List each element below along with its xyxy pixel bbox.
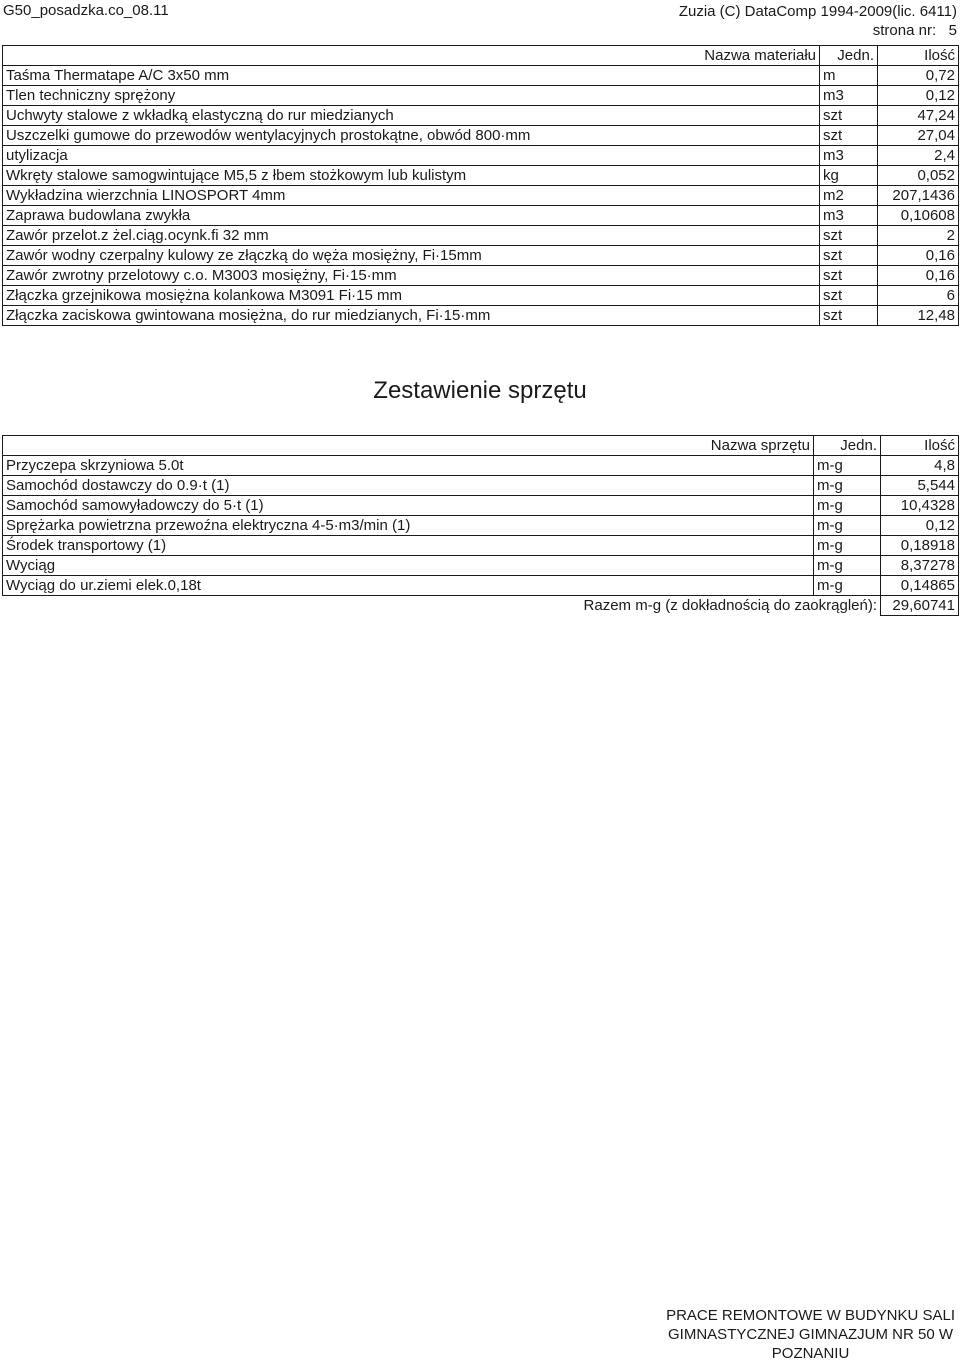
equipment-row bbox=[3, 476, 959, 496]
equipment-row bbox=[3, 456, 959, 476]
page-label: strona nr: bbox=[872, 22, 937, 39]
materials-row bbox=[3, 146, 959, 166]
equipment-name-cell: Środek transportowy (1) bbox=[3, 536, 814, 556]
materials-row bbox=[3, 126, 959, 146]
materials-row bbox=[3, 186, 959, 206]
materials-name-cell: Tlen techniczny sprężony bbox=[3, 86, 820, 106]
materials-unit-cell: szt bbox=[820, 306, 878, 326]
materials-name-cell: Uchwyty stalowe z wkładką elastyczną do rur miedzianych bbox=[3, 106, 820, 126]
materials-name-cell: Zawór wodny czerpalny kulowy ze złączką do węża mosiężny, Fi·15mm bbox=[3, 246, 820, 266]
equipment-qty-cell: 4,8 bbox=[881, 456, 959, 476]
materials-qty-cell: 207,1436 bbox=[878, 186, 959, 206]
materials-row bbox=[3, 266, 959, 286]
section-title: Zestawienie sprzętu bbox=[373, 377, 587, 404]
materials-name-cell: Wkręty stalowe samogwintujące M5,5 z łbem stożkowym lub kulistym bbox=[3, 166, 820, 186]
equipment-qty-cell: 10,4328 bbox=[881, 496, 959, 516]
materials-unit-cell: szt bbox=[820, 226, 878, 246]
footer-project-name bbox=[666, 1306, 955, 1363]
materials-qty-cell: 0,10608 bbox=[878, 206, 959, 226]
materials-qty-cell: 0,16 bbox=[878, 246, 959, 266]
equipment-qty-cell: 5,544 bbox=[881, 476, 959, 496]
footer-line-1: PRACE REMONTOWE W BUDYNKU SALI bbox=[666, 1307, 955, 1324]
footer-line-3: POZNANIU bbox=[771, 1345, 850, 1362]
copyright-text: Zuzia (C) DataComp 1994-2009(lic. 6411) bbox=[678, 3, 957, 20]
materials-qty-cell: 6 bbox=[878, 286, 959, 306]
equipment-unit-cell: m-g bbox=[814, 476, 881, 496]
materials-row bbox=[3, 226, 959, 246]
page-number-line bbox=[679, 21, 957, 40]
materials-unit-cell: m3 bbox=[820, 86, 878, 106]
materials-table bbox=[2, 45, 959, 326]
equipment-unit-cell: m-g bbox=[814, 496, 881, 516]
equipment-unit-cell: m-g bbox=[814, 516, 881, 536]
materials-unit-cell: szt bbox=[820, 266, 878, 286]
equipment-col-name: Nazwa sprzętu bbox=[3, 436, 814, 456]
materials-name-cell: Zawór przelot.z żel.ciąg.ocynk.fi 32 mm bbox=[3, 226, 820, 246]
materials-qty-cell: 12,48 bbox=[878, 306, 959, 326]
equipment-body bbox=[3, 456, 959, 596]
total-value: 29,60741 bbox=[881, 596, 959, 616]
equipment-qty-cell: 0,12 bbox=[881, 516, 959, 536]
materials-row bbox=[3, 206, 959, 226]
equipment-row bbox=[3, 536, 959, 556]
equipment-row bbox=[3, 496, 959, 516]
materials-name-cell: Zawór zwrotny przelotowy c.o. M3003 mosiężny, Fi·15·mm bbox=[3, 266, 820, 286]
materials-qty-cell: 27,04 bbox=[878, 126, 959, 146]
equipment-unit-cell: m-g bbox=[814, 456, 881, 476]
materials-unit-cell: szt bbox=[820, 106, 878, 126]
equipment-header-row bbox=[3, 436, 959, 456]
equipment-qty-cell: 0,18918 bbox=[881, 536, 959, 556]
materials-row bbox=[3, 286, 959, 306]
materials-qty-cell: 0,16 bbox=[878, 266, 959, 286]
materials-row bbox=[3, 306, 959, 326]
materials-row bbox=[3, 106, 959, 126]
equipment-name-cell: Samochód samowyładowczy do 5·t (1) bbox=[3, 496, 814, 516]
materials-qty-cell: 47,24 bbox=[878, 106, 959, 126]
materials-name-cell: utylizacja bbox=[3, 146, 820, 166]
materials-qty-cell: 2 bbox=[878, 226, 959, 246]
equipment-name-cell: Samochód dostawczy do 0.9·t (1) bbox=[3, 476, 814, 496]
materials-name-cell: Złączka zaciskowa gwintowana mosiężna, do rur miedzianych, Fi·15·mm bbox=[3, 306, 820, 326]
materials-qty-cell: 0,72 bbox=[878, 66, 959, 86]
materials-unit-cell: szt bbox=[820, 286, 878, 306]
materials-header-row bbox=[3, 46, 959, 66]
materials-qty-cell: 0,052 bbox=[878, 166, 959, 186]
footer-line-2: GIMNASTYCZNEJ GIMNAZJUM NR 50 W bbox=[668, 1326, 954, 1343]
materials-unit-cell: m2 bbox=[820, 186, 878, 206]
materials-name-cell: Wykładzina wierzchnia LINOSPORT 4mm bbox=[3, 186, 820, 206]
equipment-unit-cell: m-g bbox=[814, 556, 881, 576]
materials-unit-cell: kg bbox=[820, 166, 878, 186]
page-header-right bbox=[679, 2, 957, 40]
materials-row bbox=[3, 66, 959, 86]
materials-unit-cell: szt bbox=[820, 126, 878, 146]
file-name: G50_posadzka.co_08.11 bbox=[3, 2, 169, 19]
equipment-name-cell: Wyciąg do ur.ziemi elek.0,18t bbox=[3, 576, 814, 596]
materials-name-cell: Złączka grzejnikowa mosiężna kolankowa M3091 Fi·15 mm bbox=[3, 286, 820, 306]
equipment-total-row bbox=[3, 596, 959, 616]
equipment-row bbox=[3, 556, 959, 576]
materials-row bbox=[3, 246, 959, 266]
equipment-col-qty: Ilość bbox=[881, 436, 959, 456]
equipment-name-cell: Wyciąg bbox=[3, 556, 814, 576]
equipment-unit-cell: m-g bbox=[814, 536, 881, 556]
materials-unit-cell: m bbox=[820, 66, 878, 86]
materials-col-unit: Jedn. bbox=[820, 46, 878, 66]
page-number: 5 bbox=[948, 22, 957, 39]
materials-body bbox=[3, 66, 959, 326]
materials-unit-cell: szt bbox=[820, 246, 878, 266]
equipment-qty-cell: 8,37278 bbox=[881, 556, 959, 576]
equipment-table bbox=[2, 435, 959, 616]
materials-name-cell: Uszczelki gumowe do przewodów wentylacyjnych prostokątne, obwód 800·mm bbox=[3, 126, 820, 146]
materials-name-cell: Zaprawa budowlana zwykła bbox=[3, 206, 820, 226]
materials-col-qty: Ilość bbox=[878, 46, 959, 66]
equipment-row bbox=[3, 516, 959, 536]
materials-name-cell: Taśma Thermatape A/C 3x50 mm bbox=[3, 66, 820, 86]
materials-qty-cell: 2,4 bbox=[878, 146, 959, 166]
equipment-name-cell: Przyczepa skrzyniowa 5.0t bbox=[3, 456, 814, 476]
equipment-row bbox=[3, 576, 959, 596]
equipment-unit-cell: m-g bbox=[814, 576, 881, 596]
materials-unit-cell: m3 bbox=[820, 146, 878, 166]
equipment-name-cell: Sprężarka powietrzna przewoźna elektryczna 4-5·m3/min (1) bbox=[3, 516, 814, 536]
materials-unit-cell: m3 bbox=[820, 206, 878, 226]
materials-row bbox=[3, 86, 959, 106]
equipment-qty-cell: 0,14865 bbox=[881, 576, 959, 596]
materials-col-name: Nazwa materiału bbox=[3, 46, 820, 66]
materials-qty-cell: 0,12 bbox=[878, 86, 959, 106]
total-label: Razem m-g (z dokładnością do zaokrągleń): bbox=[3, 596, 881, 616]
materials-row bbox=[3, 166, 959, 186]
equipment-col-unit: Jedn. bbox=[814, 436, 881, 456]
